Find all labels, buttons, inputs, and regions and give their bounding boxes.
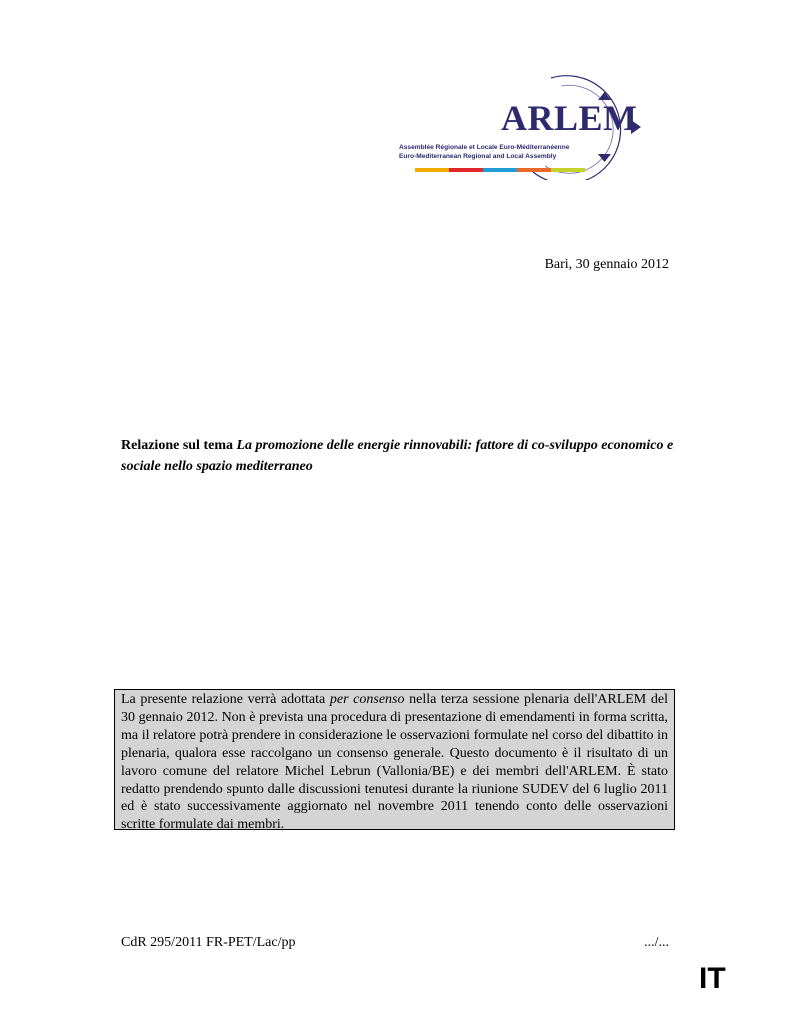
color-strip-segment [415,168,449,172]
document-date: Bari, 30 gennaio 2012 [544,257,669,272]
notice-part-1: La presente relazione verrà adottata [121,692,330,707]
notice-italic: per consenso [329,692,405,707]
adoption-notice-box [114,689,675,833]
language-code: IT [699,962,726,995]
title-prefix: Relazione sul tema [121,438,237,453]
logo-subtitle-fr: Assemblée Régionale et Locale Euro-Méditerranéenne [399,144,570,151]
logo-color-strip [415,168,585,172]
color-strip-segment [517,168,551,172]
color-strip-segment [449,168,483,172]
logo-subtitle-en: Euro-Mediterranean Regional and Local Assembly [399,153,557,160]
logo-word-arl: ARL [501,98,579,138]
continuation-mark: .../... [644,935,669,950]
color-strip-segment [551,168,585,172]
adoption-notice-text [121,691,668,834]
color-strip-segment [483,168,517,172]
logo-wordmark [501,100,638,136]
arlem-logo [383,70,673,180]
logo-word-em: EM [578,98,638,138]
document-title [121,435,681,477]
notice-part-2: nella terza sessione plenaria dell'ARLEM del 30 gennaio 2012. Non è prevista una procedura di presentazione di emendamenti in forma scritta, ma il relatore potrà prendere in considerazione le osservazioni formulate nel corso del dibattito in plenaria, qualora esse raccolgano un consenso generale. Questo documento è il risultato di un lavoro comune del relatore Michel Lebrun (Vallonia/BE) e dei membri dell'ARLEM. È stato redatto prendendo spunto dalle discussioni tenutesi durante la riunione SUDEV del 6 luglio 2011 ed è stato successivamente aggiornato nel novembre 2011 tenendo conto delle osservazioni scritte formulate dai membri. [121,692,668,833]
title-subject: La promozione delle energie rinnovabili: fattore di co-sviluppo economico e sociale nello spazio mediterraneo [121,438,674,474]
document-reference: CdR 295/2011 FR-PET/Lac/pp [121,935,296,950]
